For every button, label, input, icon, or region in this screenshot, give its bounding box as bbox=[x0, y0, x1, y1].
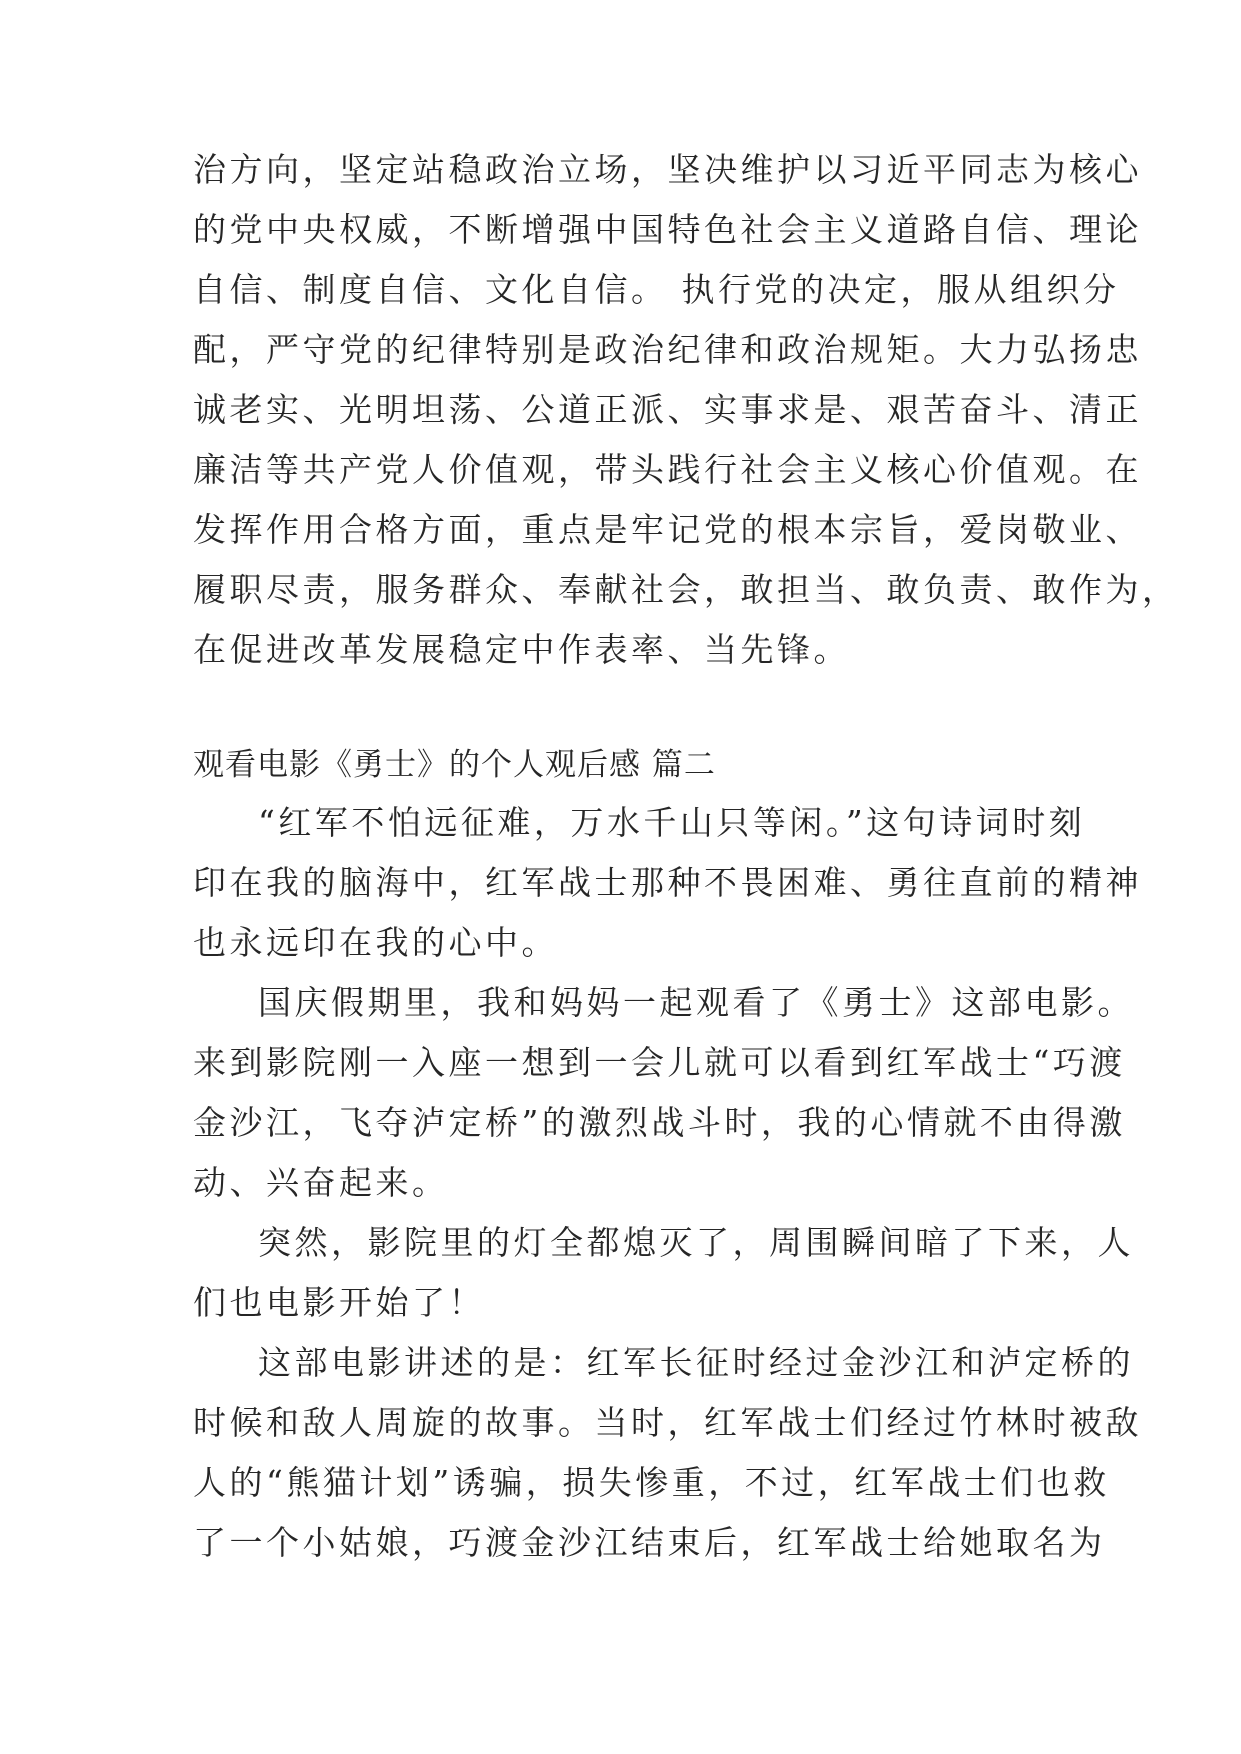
text-line: 治方向，坚定站稳政治立场，坚决维护以习近平同志为核心 bbox=[193, 150, 1142, 189]
text-line: 了一个小姑娘，巧渡金沙江结束后，红军战士给她取名为 bbox=[193, 1523, 1106, 1562]
text-line: 金沙江，飞夺泸定桥”的激烈战斗时，我的心情就不由得激 bbox=[193, 1103, 1126, 1142]
text-line: 自信、制度自信、文化自信。 执行党的决定，服从组织分 bbox=[193, 270, 1120, 309]
text-line: 配，严守党的纪律特别是政治纪律和政治规矩。大力弘扬忠 bbox=[193, 330, 1142, 369]
text-line: 诚老实、光明坦荡、公道正派、实事求是、艰苦奋斗、清正 bbox=[193, 390, 1142, 429]
text-line: 在促进改革发展稳定中作表率、当先锋。 bbox=[193, 630, 850, 669]
text-line: 来到影院刚一入座一想到一会儿就可以看到红军战士“巧渡 bbox=[193, 1043, 1126, 1082]
text-line: 廉洁等共产党人价值观，带头践行社会主义核心价值观。在 bbox=[193, 450, 1142, 489]
text-line: 时候和敌人周旋的故事。当时，红军战士们经过竹林时被敌 bbox=[193, 1403, 1142, 1442]
text-line: 这部电影讲述的是：红军长征时经过金沙江和泸定桥的 bbox=[258, 1343, 1134, 1382]
text-line: 动、兴奋起来。 bbox=[193, 1163, 449, 1202]
text-line: 的党中央权威，不断增强中国特色社会主义道路自信、理论 bbox=[193, 210, 1142, 249]
text-line: 们也电影开始了！ bbox=[193, 1283, 485, 1322]
text-line: 人的“熊猫计划”诱骗，损失惨重，不过，红军战士们也救 bbox=[193, 1463, 1110, 1502]
text-line: 也永远印在我的心中。 bbox=[193, 923, 558, 962]
text-line: 突然，影院里的灯全都熄灭了，周围瞬间暗了下来，人 bbox=[258, 1223, 1134, 1262]
section-title: 观看电影《勇士》的个人观后感 篇二 bbox=[193, 747, 716, 783]
text-line: 发挥作用合格方面，重点是牢记党的根本宗旨，爱岗敬业、 bbox=[193, 510, 1142, 549]
text-line: 印在我的脑海中，红军战士那种不畏困难、勇往直前的精神 bbox=[193, 863, 1142, 902]
text-line: 国庆假期里，我和妈妈一起观看了《勇士》这部电影。 bbox=[258, 983, 1134, 1022]
text-line: “红军不怕远征难，万水千山只等闲。”这句诗词时刻 bbox=[258, 803, 1086, 842]
text-line: 履职尽责，服务群众、奉献社会，敢担当、敢负责、敢作为， bbox=[193, 570, 1179, 609]
